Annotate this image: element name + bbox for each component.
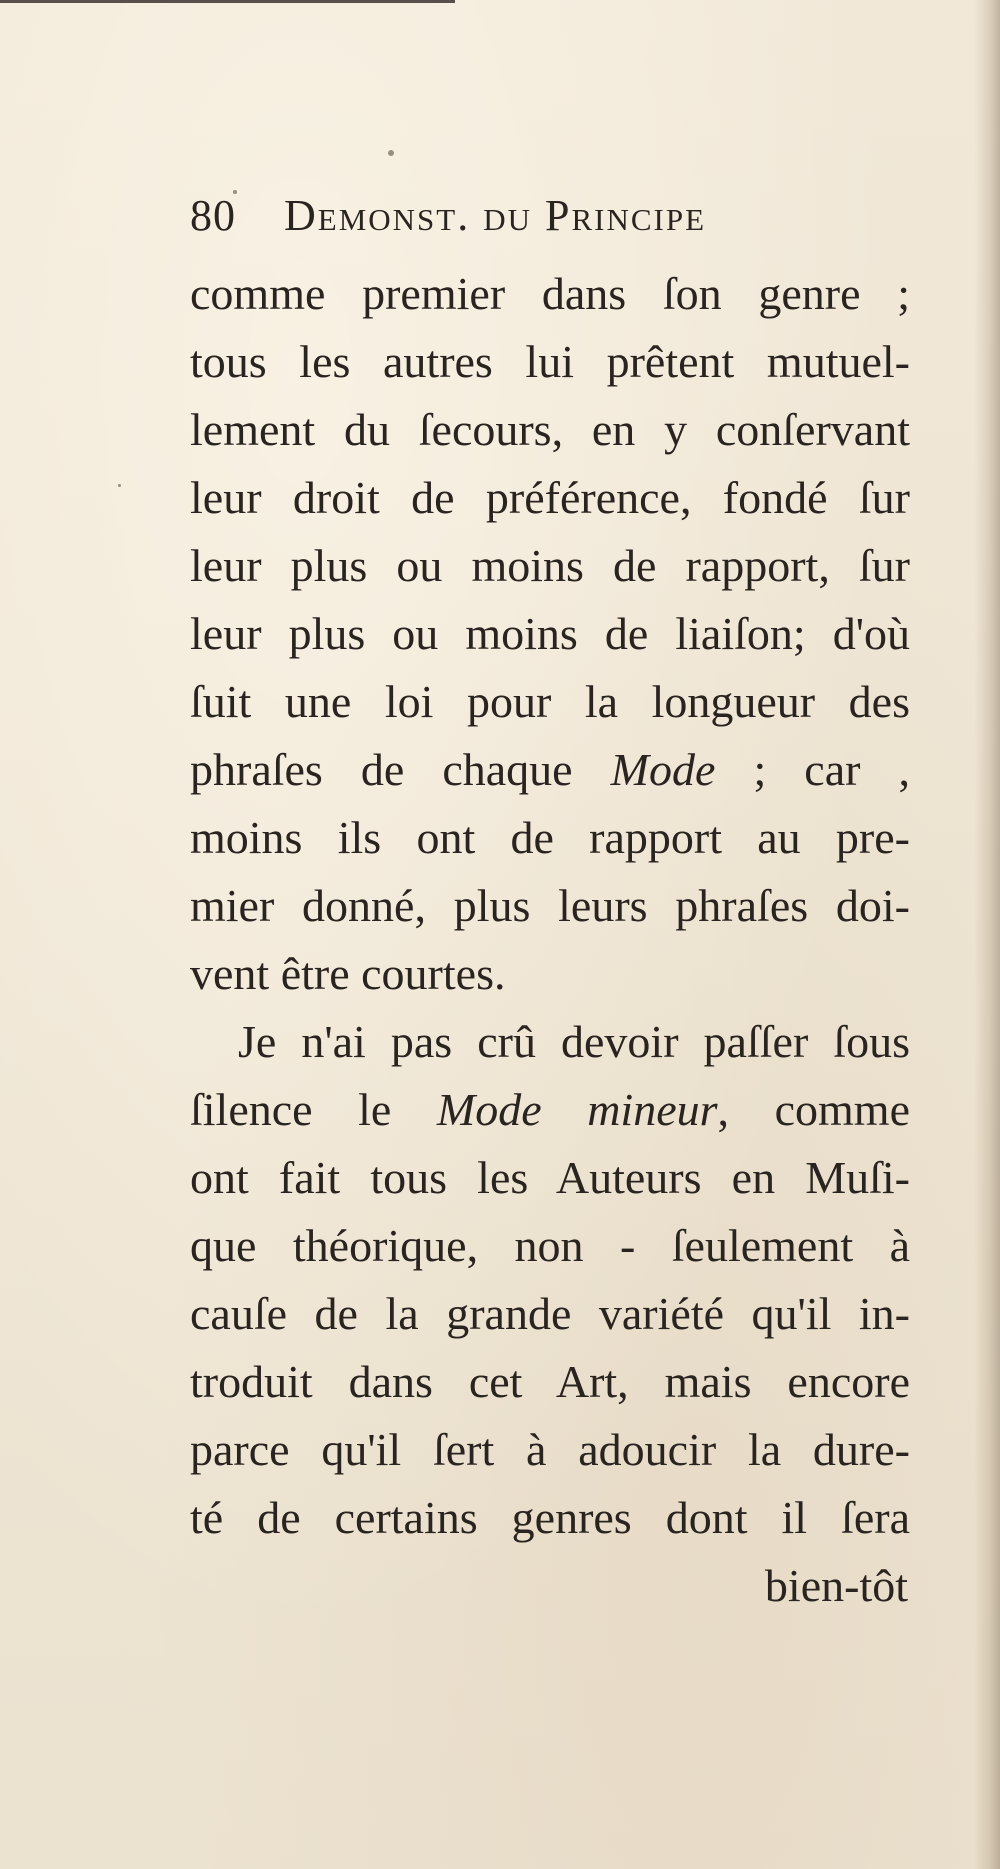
italic-term: Mode mineur [436, 1084, 718, 1135]
text-line: troduit dans cet Art, mais encore [190, 1356, 910, 1407]
text-line: comme premier dans ſon genre ; [190, 268, 910, 319]
text-line: lement du ſecours, en y conſervant [190, 404, 910, 455]
paragraph-start-line: Je n'ai pas crû devoir paſſer ſous [238, 1016, 910, 1067]
text-line: ſilence le Mode mineur, comme [190, 1084, 910, 1135]
text-line: tous les autres lui prêtent mutuel- [190, 336, 910, 387]
text-line: parce qu'il ſert à adoucir la dure- [190, 1424, 910, 1475]
paragraph-end-line: vent être courtes. [190, 948, 506, 999]
text-line: té de certains genres dont il ſera [190, 1492, 910, 1543]
text-line: que théorique, non - ſeulement à [190, 1220, 910, 1271]
text-line: leur plus ou moins de liaiſon; d'où [190, 608, 910, 659]
ink-speck [388, 150, 394, 156]
catchword: bien-tôt [764, 1560, 908, 1611]
text-line: ſuit une loi pour la longueur des [190, 676, 910, 727]
text-line: leur droit de préférence, fondé ſur [190, 472, 910, 523]
running-title: Demonst. du Principe [284, 191, 707, 240]
page-gutter-shadow [974, 0, 1000, 1869]
text-line: mier donné, plus leurs phraſes doi- [190, 880, 910, 931]
running-head [190, 188, 910, 260]
text-line: cauſe de la grande variété qu'il in- [190, 1288, 910, 1339]
text-line: phraſes de chaque Mode ; car , [190, 744, 910, 795]
page-number: 80 [190, 191, 236, 240]
text-line: moins ils ont de rapport au pre- [190, 812, 910, 863]
page-text [190, 188, 910, 1620]
text-line: leur plus ou moins de rapport, ſur [190, 540, 910, 591]
text-line: ont fait tous les Auteurs en Muſi- [190, 1152, 910, 1203]
ink-speck [118, 484, 121, 487]
italic-term: Mode [610, 744, 716, 795]
scan-edge-line [0, 0, 455, 3]
